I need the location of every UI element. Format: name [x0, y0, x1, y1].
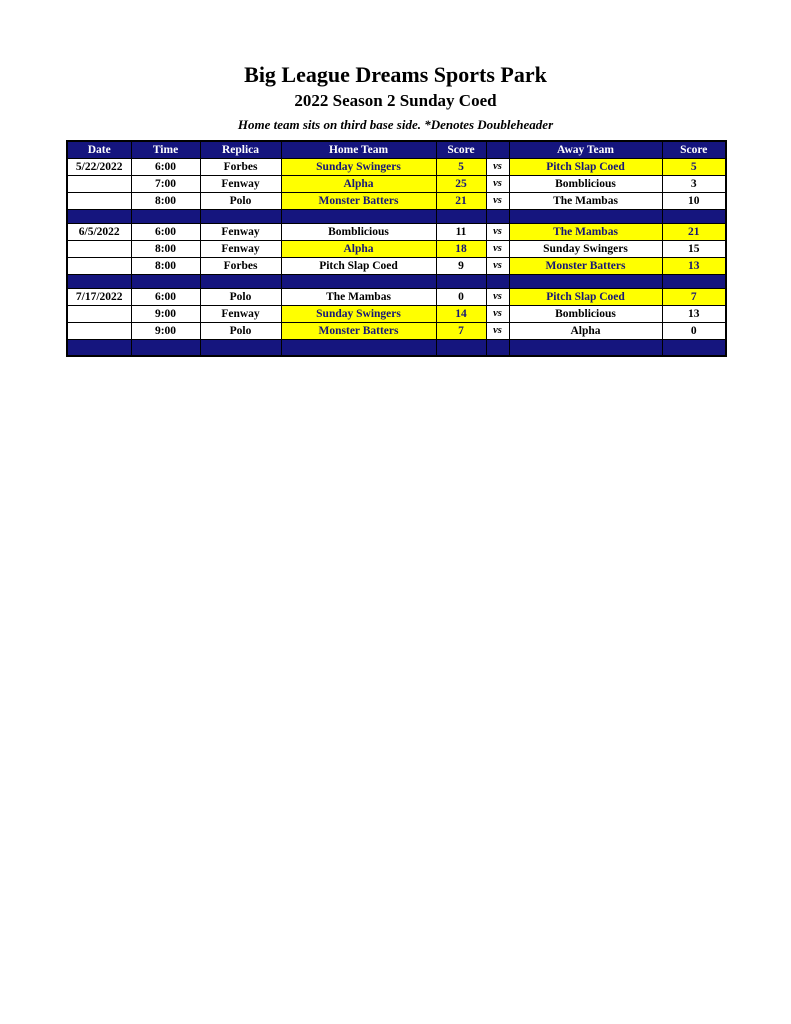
document-header: [0, 62, 791, 132]
away-score-cell: 15: [662, 241, 726, 258]
separator-cell: [509, 275, 662, 289]
home-score-cell: 18: [436, 241, 486, 258]
separator-row: [67, 210, 726, 224]
separator-cell: [662, 275, 726, 289]
home-team-cell: Bomblicious: [281, 224, 436, 241]
col-header-vs: [486, 141, 509, 159]
page-title: Big League Dreams Sports Park: [244, 62, 547, 87]
time-cell: 6:00: [131, 289, 200, 306]
col-header-replica: Replica: [200, 141, 281, 159]
date-cell: 7/17/2022: [67, 289, 131, 306]
separator-cell: [67, 210, 131, 224]
vs-cell: vs: [486, 193, 509, 210]
col-header-time: Time: [131, 141, 200, 159]
page-note: Home team sits on third base side. *Denotes Doubleheader: [237, 116, 554, 132]
home-team-cell: Sunday Swingers: [281, 306, 436, 323]
away-team-cell: Sunday Swingers: [509, 241, 662, 258]
date-cell: [67, 323, 131, 340]
separator-row: [67, 340, 726, 357]
separator-cell: [486, 210, 509, 224]
time-cell: 8:00: [131, 193, 200, 210]
separator-cell: [281, 275, 436, 289]
separator-cell: [486, 340, 509, 357]
replica-cell: Forbes: [200, 258, 281, 275]
date-cell: 6/5/2022: [67, 224, 131, 241]
vs-cell: vs: [486, 323, 509, 340]
col-header-home-score: Score: [436, 141, 486, 159]
home-score-cell: 7: [436, 323, 486, 340]
away-team-cell: Bomblicious: [509, 306, 662, 323]
replica-cell: Fenway: [200, 241, 281, 258]
page-subtitle: 2022 Season 2 Sunday Coed: [294, 91, 497, 111]
away-team-cell: Pitch Slap Coed: [509, 159, 662, 176]
home-score-cell: 21: [436, 193, 486, 210]
replica-cell: Fenway: [200, 176, 281, 193]
col-header-away-team: Away Team: [509, 141, 662, 159]
separator-cell: [486, 275, 509, 289]
time-cell: 6:00: [131, 224, 200, 241]
separator-cell: [131, 275, 200, 289]
home-score-cell: 11: [436, 224, 486, 241]
game-row: [67, 193, 726, 210]
replica-cell: Polo: [200, 323, 281, 340]
away-score-cell: 0: [662, 323, 726, 340]
vs-cell: vs: [486, 289, 509, 306]
game-row: [67, 289, 726, 306]
home-team-cell: Monster Batters: [281, 323, 436, 340]
separator-cell: [436, 275, 486, 289]
separator-cell: [200, 340, 281, 357]
separator-cell: [67, 275, 131, 289]
separator-row: [67, 275, 726, 289]
separator-cell: [200, 210, 281, 224]
date-cell: 5/22/2022: [67, 159, 131, 176]
game-row: [67, 159, 726, 176]
time-cell: 8:00: [131, 241, 200, 258]
away-score-cell: 21: [662, 224, 726, 241]
home-team-cell: Pitch Slap Coed: [281, 258, 436, 275]
replica-cell: Forbes: [200, 159, 281, 176]
header-row: [67, 141, 726, 159]
col-header-home-team: Home Team: [281, 141, 436, 159]
home-team-cell: Alpha: [281, 176, 436, 193]
vs-cell: vs: [486, 224, 509, 241]
replica-cell: Fenway: [200, 224, 281, 241]
away-score-cell: 5: [662, 159, 726, 176]
away-score-cell: 13: [662, 306, 726, 323]
vs-cell: vs: [486, 241, 509, 258]
vs-cell: vs: [486, 306, 509, 323]
time-cell: 6:00: [131, 159, 200, 176]
home-team-cell: Sunday Swingers: [281, 159, 436, 176]
separator-cell: [509, 340, 662, 357]
separator-cell: [131, 340, 200, 357]
away-score-cell: 13: [662, 258, 726, 275]
separator-cell: [200, 275, 281, 289]
vs-cell: vs: [486, 176, 509, 193]
home-score-cell: 25: [436, 176, 486, 193]
game-row: [67, 176, 726, 193]
home-score-cell: 14: [436, 306, 486, 323]
separator-cell: [662, 340, 726, 357]
home-team-cell: Monster Batters: [281, 193, 436, 210]
away-score-cell: 7: [662, 289, 726, 306]
vs-cell: vs: [486, 258, 509, 275]
home-team-cell: Alpha: [281, 241, 436, 258]
away-team-cell: The Mambas: [509, 193, 662, 210]
col-header-date: Date: [67, 141, 131, 159]
vs-cell: vs: [486, 159, 509, 176]
separator-cell: [436, 340, 486, 357]
separator-cell: [509, 210, 662, 224]
replica-cell: Polo: [200, 289, 281, 306]
away-team-cell: Pitch Slap Coed: [509, 289, 662, 306]
home-score-cell: 9: [436, 258, 486, 275]
schedule-table: [66, 140, 727, 357]
away-team-cell: Alpha: [509, 323, 662, 340]
time-cell: 9:00: [131, 306, 200, 323]
separator-cell: [131, 210, 200, 224]
separator-cell: [281, 210, 436, 224]
separator-cell: [436, 210, 486, 224]
game-row: [67, 224, 726, 241]
time-cell: 8:00: [131, 258, 200, 275]
game-row: [67, 323, 726, 340]
away-team-cell: Bomblicious: [509, 176, 662, 193]
separator-cell: [662, 210, 726, 224]
game-row: [67, 306, 726, 323]
home-team-cell: The Mambas: [281, 289, 436, 306]
separator-cell: [281, 340, 436, 357]
date-cell: [67, 193, 131, 210]
replica-cell: Polo: [200, 193, 281, 210]
away-score-cell: 10: [662, 193, 726, 210]
game-row: [67, 258, 726, 275]
time-cell: 9:00: [131, 323, 200, 340]
date-cell: [67, 306, 131, 323]
home-score-cell: 5: [436, 159, 486, 176]
home-score-cell: 0: [436, 289, 486, 306]
away-team-cell: Monster Batters: [509, 258, 662, 275]
col-header-away-score: Score: [662, 141, 726, 159]
date-cell: [67, 176, 131, 193]
date-cell: [67, 241, 131, 258]
away-score-cell: 3: [662, 176, 726, 193]
away-team-cell: The Mambas: [509, 224, 662, 241]
game-row: [67, 241, 726, 258]
time-cell: 7:00: [131, 176, 200, 193]
replica-cell: Fenway: [200, 306, 281, 323]
separator-cell: [67, 340, 131, 357]
date-cell: [67, 258, 131, 275]
